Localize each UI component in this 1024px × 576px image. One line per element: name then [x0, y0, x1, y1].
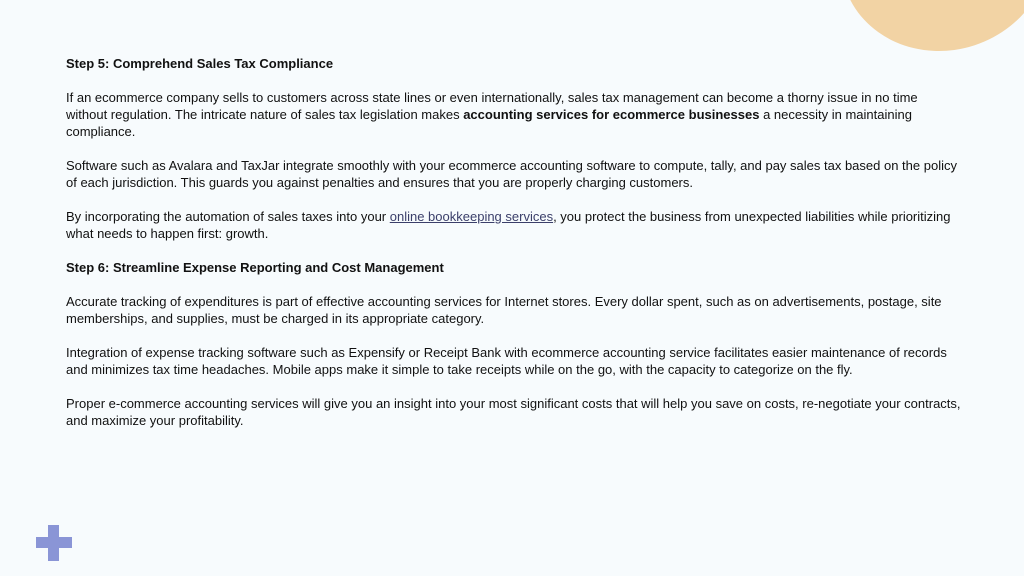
plus-icon	[36, 525, 72, 561]
online-bookkeeping-link[interactable]: online bookkeeping services	[389, 209, 554, 224]
step5-paragraph-1	[66, 89, 961, 140]
step5-heading: Step 5: Comprehend Sales Tax Compliance	[66, 56, 334, 71]
step5-paragraph-3-text-a: By incorporating the automation of sales taxes into your	[66, 209, 390, 224]
step5-paragraph-2: Software such as Avalara and TaxJar integrate smoothly with your ecommerce accounting software to compute, tally, and pay sales tax based on the policy of each jurisdiction. This guards you against penalties and ensures that you are properly charging customers.	[66, 158, 957, 190]
step5-paragraph-1-text-a: If an ecommerce company sells to customers across state lines or even internationally, sales tax management can become a thorny issue in no time without regulation. The intricate nature of sales tax legislation makes	[66, 90, 918, 122]
step5-paragraph-3	[66, 208, 961, 242]
step6-paragraph-1: Accurate tracking of expenditures is part of effective accounting services for Internet stores. Every dollar spent, such as on advertisements, postage, site memberships, and supplies, must be charged in its appropriate category.	[66, 294, 942, 326]
step5-paragraph-3-text-b: , you protect the business from unexpected liabilities while prioritizing what needs to happen first: growth.	[66, 209, 951, 241]
step6-heading: Step 6: Streamline Expense Reporting and Cost Management	[66, 260, 444, 275]
step6-paragraph-2: Integration of expense tracking software such as Expensify or Receipt Bank with ecommerce accounting service facilitates easier maintenance of records and minimizes tax time headaches. Mobile apps make it simple to take receipts while on the go, with the capacity to categorize on the fly.	[66, 345, 947, 377]
plus-icon-vertical-bar	[48, 525, 59, 561]
step6-paragraph-3: Proper e-commerce accounting services will give you an insight into your most significant costs that will help you save on costs, re-negotiate your contracts, and maximize your profitability.	[66, 396, 961, 428]
step5-paragraph-1-text-b: a necessity in maintaining compliance.	[66, 107, 912, 139]
article-content	[66, 55, 961, 446]
step5-paragraph-1-bold: accounting services for ecommerce businesses	[463, 107, 760, 122]
